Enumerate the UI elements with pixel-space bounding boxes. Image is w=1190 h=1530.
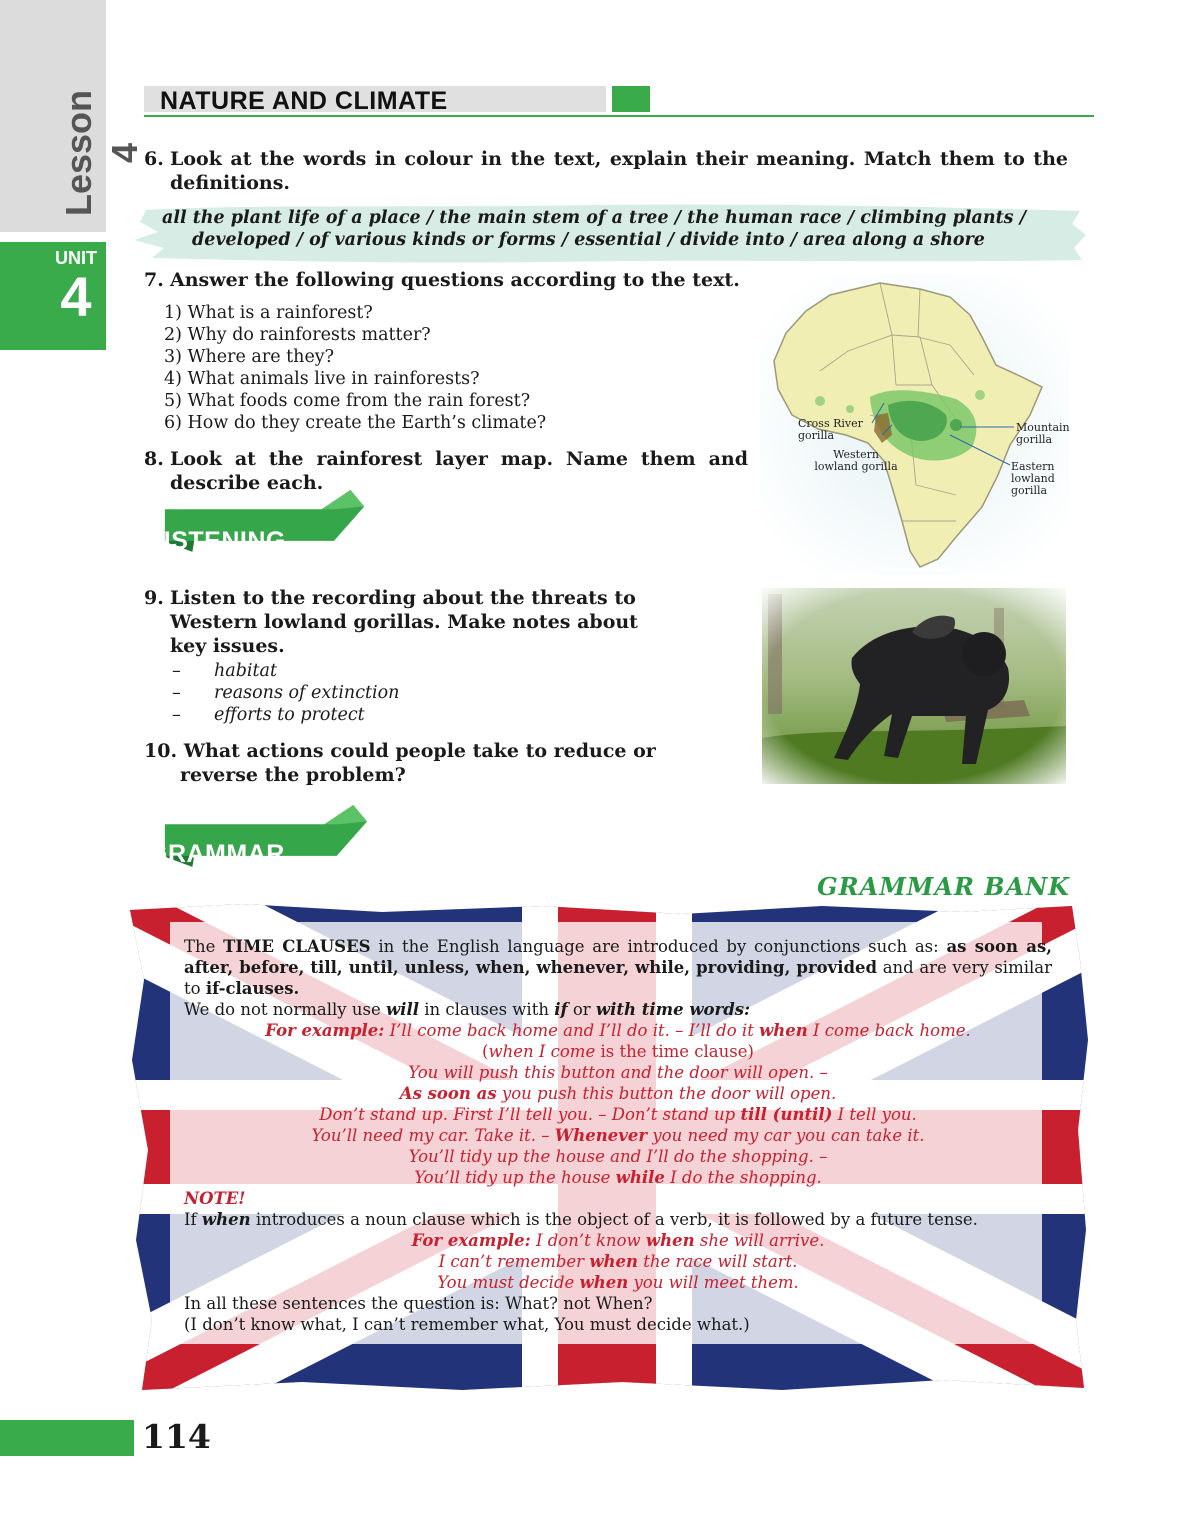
- question-list: [164, 302, 744, 434]
- listening-heading: LISTENING: [148, 527, 286, 555]
- list-item: 1) What is a rainforest?: [164, 303, 373, 323]
- definitions-line: all the plant life of a place / the main stem of a tree / the human race / climbing plants /: [162, 208, 1027, 228]
- list-item: – efforts to protect: [172, 705, 365, 725]
- footer-bar: [0, 1420, 134, 1456]
- example-line: For example: I don’t know when she will arrive.: [411, 1231, 825, 1250]
- gorilla-photo-image: [762, 588, 1066, 784]
- task-10: [144, 739, 664, 787]
- list-item: – habitat: [172, 661, 278, 681]
- lesson-label: Lesson 4: [58, 89, 145, 216]
- list-item: 5) What foods come from the rain forest?: [164, 391, 531, 411]
- grammar-bank-title: GRAMMAR BANK: [817, 872, 1070, 901]
- task-number: 10.: [144, 740, 178, 762]
- page-number: 114: [142, 1417, 211, 1456]
- example-line: You’ll need my car. Take it. – Whenever you need my car you can take it.: [311, 1126, 925, 1145]
- header-divider: [144, 115, 1094, 117]
- task-number: 7.: [144, 269, 164, 291]
- task-number: 6.: [144, 148, 164, 170]
- task-8: [144, 447, 748, 495]
- list-item: 3) Where are they?: [164, 347, 335, 367]
- rule-paragraph: (I don’t know what, I can’t remember what, You must decide what.): [184, 1315, 750, 1334]
- task-text: describe each.: [170, 472, 324, 494]
- notes-list: [172, 660, 632, 726]
- task-text: definitions.: [170, 172, 291, 194]
- task-text: Western lowland gorillas. Make notes about: [170, 611, 638, 633]
- task-text: reverse the problem?: [180, 764, 406, 786]
- list-item: 6) How do they create the Earth’s climate?: [164, 413, 547, 433]
- task-text: key issues.: [170, 635, 285, 657]
- definitions-box: [162, 207, 1072, 251]
- grammar-heading: GRAMMAR: [148, 840, 285, 868]
- example-line: For example: I’ll come back home and I’ll do it. – I’ll do it when I come back home.: [265, 1021, 971, 1040]
- eastern-lowland-gorilla-label: Eastern lowland gorilla: [1011, 460, 1055, 497]
- example-line: You must decide when you will meet them.: [437, 1273, 799, 1292]
- example-line: You’ll tidy up the house while I do the shopping.: [414, 1168, 822, 1187]
- list-item: 2) Why do rainforests matter?: [164, 325, 431, 345]
- task-7: [144, 268, 764, 292]
- mountain-gorilla-label: Mountain gorilla: [1016, 421, 1070, 446]
- definitions-line: developed / of various kinds or forms / essential / divide into / area along a shore: [192, 230, 985, 250]
- gorilla-photo: [762, 588, 1066, 784]
- africa-gorilla-map: [760, 275, 1070, 575]
- example-line: I can’t remember when the race will start.: [438, 1252, 798, 1271]
- example-line: (when I come is the time clause): [482, 1042, 754, 1061]
- task-9: [144, 586, 648, 658]
- header-accent: [612, 86, 650, 112]
- list-item: – reasons of extinction: [172, 683, 400, 703]
- task-text: Answer the following questions according to the text.: [170, 269, 740, 291]
- task-text: Look at the rainforest layer map. Name them and: [170, 448, 748, 470]
- task-text: Listen to the recording about the threats to: [170, 587, 636, 609]
- page-title: NATURE AND CLIMATE: [160, 87, 448, 115]
- unit-number: 4: [60, 265, 92, 328]
- cross-river-gorilla-label: Cross River gorilla: [798, 417, 863, 442]
- example-line: You will push this button and the door will open. –: [408, 1063, 828, 1082]
- note-label: NOTE!: [184, 1189, 246, 1208]
- task-number: 9.: [144, 587, 164, 609]
- rule-paragraph: The TIME CLAUSES in the English language are introduced by conjunctions such as: as soon as, after, before, till, until, unless, when, whenever, while, providing, provided and are very similar to if-clauses.: [184, 937, 1052, 998]
- example-line: You’ll tidy up the house and I’ll do the shopping. –: [408, 1147, 828, 1166]
- rule-paragraph: If when introduces a noun clause which is the object of a verb, it is followed by a future tense.: [184, 1210, 978, 1229]
- unit-word: UNIT: [55, 248, 97, 268]
- rule-paragraph: In all these sentences the question is: What? not When?: [184, 1294, 653, 1313]
- task-6: [144, 147, 1068, 195]
- grammar-rules: [184, 936, 1052, 1335]
- example-line: As soon as you push this button the door will open.: [399, 1084, 837, 1103]
- example-line: Don’t stand up. First I’ll tell you. – Don’t stand up till (until) I tell you.: [319, 1105, 917, 1124]
- task-number: 8.: [144, 448, 164, 470]
- task-text: What actions could people take to reduce or: [183, 740, 656, 762]
- rule-paragraph: We do not normally use will in clauses with if or with time words:: [184, 1000, 751, 1019]
- task-text: Look at the words in colour in the text, explain their meaning. Match them to the: [170, 148, 1068, 170]
- western-lowland-gorilla-label: Western lowland gorilla: [814, 448, 898, 473]
- list-item: 4) What animals live in rainforests?: [164, 369, 480, 389]
